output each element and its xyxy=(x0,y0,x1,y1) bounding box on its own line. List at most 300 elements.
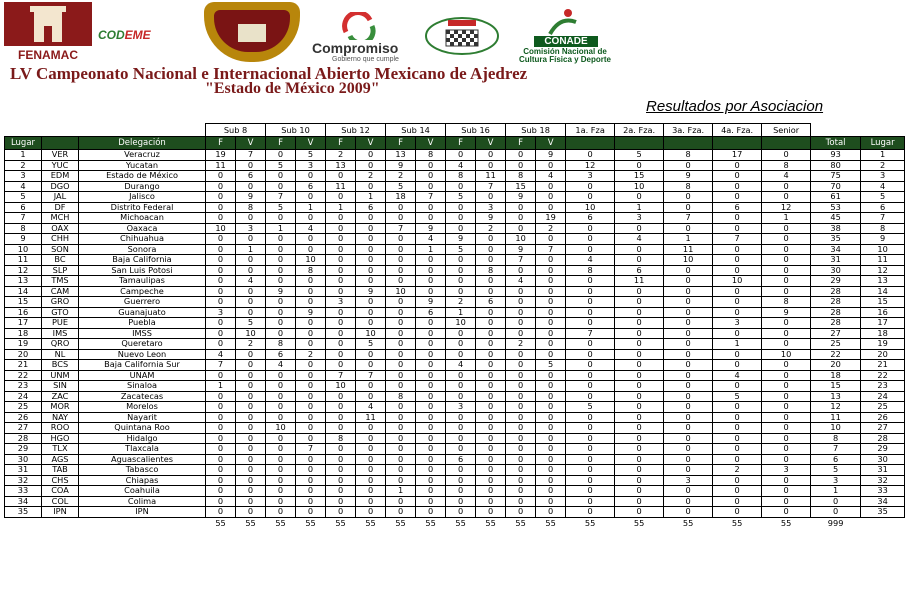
table-cell: 0 xyxy=(296,318,326,329)
table-cell: 0 xyxy=(356,465,386,476)
table-cell: 0 xyxy=(446,370,476,381)
table-cell: 0 xyxy=(266,391,296,402)
table-cell: 0 xyxy=(206,507,236,518)
delegation-name-cell: Aguascalientes xyxy=(79,454,206,465)
table-cell: 0 xyxy=(386,444,416,455)
table-cell: 0 xyxy=(615,349,664,360)
table-cell: 0 xyxy=(664,297,713,308)
table-cell: 0 xyxy=(762,181,811,192)
table-cell: 75 xyxy=(811,171,861,182)
table-cell: 0 xyxy=(326,465,356,476)
table-cell: 0 xyxy=(416,412,446,423)
group-header-cell: Sub 16 xyxy=(446,124,506,137)
table-cell: 34 xyxy=(861,496,905,507)
table-cell: 6 xyxy=(296,181,326,192)
table-cell: 9 xyxy=(5,234,42,245)
table-cell: 0 xyxy=(506,381,536,392)
table-cell: 4 xyxy=(566,255,615,266)
table-cell: 3 xyxy=(615,213,664,224)
table-cell: 0 xyxy=(506,496,536,507)
table-cell: 0 xyxy=(476,192,506,203)
table-cell: 0 xyxy=(566,181,615,192)
total-cell: 55 xyxy=(455,517,466,528)
delegation-name-cell: Nayarit xyxy=(79,412,206,423)
table-cell: 0 xyxy=(566,318,615,329)
delegation-name-cell: Tamaulipas xyxy=(79,276,206,287)
table-cell: 8 xyxy=(664,150,713,161)
table-cell: 2 xyxy=(236,339,266,350)
group-header-cell: 4a. Fza. xyxy=(713,124,762,137)
table-cell: 0 xyxy=(536,370,566,381)
table-cell: 9 xyxy=(762,307,811,318)
table-cell: 0 xyxy=(506,213,536,224)
table-cell: MCH xyxy=(42,213,79,224)
table-cell: CAM xyxy=(42,286,79,297)
codeme-part-b: EME xyxy=(124,28,151,42)
table-cell: 0 xyxy=(236,307,266,318)
delegation-name-cell: Coahuila xyxy=(79,486,206,497)
table-cell: 0 xyxy=(664,307,713,318)
column-header-cell xyxy=(42,137,79,150)
table-cell: 0 xyxy=(386,339,416,350)
table-cell: 0 xyxy=(536,318,566,329)
table-cell: 0 xyxy=(566,339,615,350)
table-cell: 0 xyxy=(664,486,713,497)
table-cell: 0 xyxy=(416,402,446,413)
table-row xyxy=(5,370,905,381)
table-cell: 0 xyxy=(386,412,416,423)
table-row xyxy=(5,318,905,329)
group-header-cell: Sub 18 xyxy=(506,124,566,137)
table-cell: 0 xyxy=(356,255,386,266)
table-cell: 10 xyxy=(713,276,762,287)
table-cell: 0 xyxy=(713,349,762,360)
table-cell: 0 xyxy=(266,381,296,392)
table-cell: 0 xyxy=(236,423,266,434)
table-cell: 0 xyxy=(762,402,811,413)
table-cell: 0 xyxy=(446,465,476,476)
table-cell: 0 xyxy=(356,234,386,245)
table-cell: 0 xyxy=(326,234,356,245)
table-cell: 29 xyxy=(811,276,861,287)
column-header-cell xyxy=(566,137,615,150)
table-cell: NL xyxy=(42,349,79,360)
table-cell: 0 xyxy=(206,202,236,213)
table-cell: 35 xyxy=(861,507,905,518)
table-row xyxy=(5,202,905,213)
table-cell: 0 xyxy=(356,360,386,371)
table-cell: 7 xyxy=(5,213,42,224)
table-cell: 8 xyxy=(476,265,506,276)
table-cell: 6 xyxy=(476,297,506,308)
table-cell: 0 xyxy=(664,265,713,276)
table-cell: 0 xyxy=(356,496,386,507)
table-cell: QRO xyxy=(42,339,79,350)
table-cell: 0 xyxy=(206,328,236,339)
table-cell: 0 xyxy=(506,402,536,413)
table-cell: 0 xyxy=(236,160,266,171)
table-row xyxy=(5,328,905,339)
table-cell: 0 xyxy=(762,318,811,329)
table-cell: 0 xyxy=(713,402,762,413)
table-cell: 0 xyxy=(536,402,566,413)
table-row xyxy=(5,433,905,444)
table-cell: 0 xyxy=(296,360,326,371)
table-cell: 0 xyxy=(206,475,236,486)
table-row xyxy=(5,339,905,350)
table-cell: 0 xyxy=(476,328,506,339)
table-cell: 0 xyxy=(664,192,713,203)
table-cell: 0 xyxy=(536,465,566,476)
table-cell: 0 xyxy=(664,454,713,465)
table-cell: 0 xyxy=(356,318,386,329)
table-cell: 0 xyxy=(713,433,762,444)
column-header-cell: V xyxy=(476,137,506,150)
table-cell: 0 xyxy=(506,391,536,402)
table-cell: ZAC xyxy=(42,391,79,402)
table-cell: 0 xyxy=(386,276,416,287)
table-cell: 0 xyxy=(296,192,326,203)
table-cell: 8 xyxy=(266,339,296,350)
table-cell: 5 xyxy=(266,202,296,213)
delegation-name-cell: Chihuahua xyxy=(79,234,206,245)
table-cell: 0 xyxy=(416,475,446,486)
table-cell: 0 xyxy=(476,444,506,455)
table-cell: 0 xyxy=(296,454,326,465)
table-cell: 30 xyxy=(861,454,905,465)
table-row xyxy=(5,360,905,371)
table-cell: 9 xyxy=(861,234,905,245)
table-row xyxy=(5,276,905,287)
table-cell: 0 xyxy=(664,444,713,455)
table-cell: 25 xyxy=(861,402,905,413)
table-cell: 7 xyxy=(506,255,536,266)
table-cell: 0 xyxy=(356,475,386,486)
table-cell: 80 xyxy=(811,160,861,171)
table-cell: 8 xyxy=(811,433,861,444)
table-cell: 6 xyxy=(811,454,861,465)
table-cell: 0 xyxy=(296,381,326,392)
table-cell: 14 xyxy=(861,286,905,297)
total-cell: 55 xyxy=(545,517,556,528)
table-cell: 7 xyxy=(326,370,356,381)
table-cell: 0 xyxy=(356,213,386,224)
table-cell: 0 xyxy=(356,349,386,360)
table-cell: 24 xyxy=(5,391,42,402)
table-cell: 0 xyxy=(762,265,811,276)
table-cell: 0 xyxy=(536,433,566,444)
table-cell: 0 xyxy=(326,402,356,413)
table-cell: 0 xyxy=(615,412,664,423)
table-cell: 3 xyxy=(5,171,42,182)
table-cell: 9 xyxy=(386,160,416,171)
table-cell: 0 xyxy=(476,433,506,444)
table-cell: 1 xyxy=(206,381,236,392)
table-cell: 0 xyxy=(416,391,446,402)
table-cell: 0 xyxy=(476,276,506,287)
table-cell: 0 xyxy=(566,307,615,318)
table-cell: 0 xyxy=(446,339,476,350)
table-cell: 10 xyxy=(615,181,664,192)
table-cell: 3 xyxy=(861,171,905,182)
table-cell: 0 xyxy=(236,255,266,266)
table-cell: 11 xyxy=(861,255,905,266)
table-cell: 0 xyxy=(296,402,326,413)
table-cell: 34 xyxy=(5,496,42,507)
table-cell: 0 xyxy=(296,496,326,507)
table-cell: 0 xyxy=(762,223,811,234)
table-cell: 0 xyxy=(206,192,236,203)
table-cell: 10 xyxy=(506,234,536,245)
total-cell: 55 xyxy=(584,517,596,528)
table-cell: 20 xyxy=(811,360,861,371)
table-cell: 0 xyxy=(664,402,713,413)
table-cell: 0 xyxy=(506,328,536,339)
table-cell: 0 xyxy=(386,454,416,465)
total-cell: 55 xyxy=(395,517,406,528)
table-cell: 0 xyxy=(476,150,506,161)
table-cell: 0 xyxy=(206,412,236,423)
table-cell: 0 xyxy=(664,423,713,434)
table-cell: 93 xyxy=(811,150,861,161)
column-header-cell xyxy=(615,137,664,150)
table-cell: 0 xyxy=(446,496,476,507)
table-cell: 5 xyxy=(536,360,566,371)
table-cell: 45 xyxy=(811,213,861,224)
table-cell: 0 xyxy=(356,223,386,234)
table-cell: 0 xyxy=(326,265,356,276)
table-cell: 0 xyxy=(446,255,476,266)
table-row xyxy=(5,496,905,507)
table-cell: 2 xyxy=(326,150,356,161)
table-cell: 23 xyxy=(5,381,42,392)
table-cell: 0 xyxy=(236,181,266,192)
table-cell: 11 xyxy=(206,160,236,171)
table-cell: 0 xyxy=(386,465,416,476)
table-cell: 12 xyxy=(5,265,42,276)
table-cell: 0 xyxy=(506,223,536,234)
table-cell: YUC xyxy=(42,160,79,171)
table-cell: 13 xyxy=(5,276,42,287)
table-cell: 0 xyxy=(664,286,713,297)
table-cell: 0 xyxy=(713,297,762,308)
table-cell: 0 xyxy=(236,444,266,455)
delegation-name-cell: Nuevo Leon xyxy=(79,349,206,360)
table-cell: 0 xyxy=(762,286,811,297)
table-cell: 32 xyxy=(861,475,905,486)
delegation-name-cell: Puebla xyxy=(79,318,206,329)
column-header-cell: F xyxy=(326,137,356,150)
table-cell: 3 xyxy=(762,465,811,476)
table-cell: 6 xyxy=(446,454,476,465)
table-cell: 0 xyxy=(664,276,713,287)
table-cell: 0 xyxy=(506,486,536,497)
table-cell: 0 xyxy=(446,181,476,192)
table-cell: 0 xyxy=(206,370,236,381)
table-cell: MOR xyxy=(42,402,79,413)
table-cell: 0 xyxy=(416,433,446,444)
table-cell: 0 xyxy=(326,286,356,297)
table-cell: IPN xyxy=(42,507,79,518)
table-cell: TAB xyxy=(42,465,79,476)
table-cell: 0 xyxy=(536,391,566,402)
table-cell: 0 xyxy=(236,381,266,392)
table-cell: 0 xyxy=(326,391,356,402)
table-cell: 0 xyxy=(506,454,536,465)
table-cell: 0 xyxy=(566,433,615,444)
table-cell: 0 xyxy=(762,423,811,434)
total-cell: 55 xyxy=(365,517,376,528)
table-cell: 18 xyxy=(386,192,416,203)
table-cell: 0 xyxy=(664,328,713,339)
table-cell: 8 xyxy=(506,171,536,182)
table-cell: 0 xyxy=(446,286,476,297)
table-cell: 0 xyxy=(762,454,811,465)
table-cell: 0 xyxy=(536,297,566,308)
table-cell: 0 xyxy=(386,265,416,276)
total-cell: 55 xyxy=(682,517,694,528)
conade-label: CONADE xyxy=(534,36,598,47)
table-cell: 2 xyxy=(476,223,506,234)
total-cell: 55 xyxy=(335,517,346,528)
table-cell: 0 xyxy=(236,496,266,507)
table-cell: 0 xyxy=(615,496,664,507)
table-cell: 0 xyxy=(615,486,664,497)
table-cell: 0 xyxy=(416,444,446,455)
table-cell: 0 xyxy=(762,360,811,371)
table-cell: JAL xyxy=(42,192,79,203)
table-row xyxy=(5,402,905,413)
table-cell: 0 xyxy=(446,349,476,360)
table-cell: 7 xyxy=(566,328,615,339)
table-cell: 0 xyxy=(762,433,811,444)
table-cell: DF xyxy=(42,202,79,213)
table-cell: 10 xyxy=(566,202,615,213)
table-cell: 2 xyxy=(386,171,416,182)
table-cell: 0 xyxy=(713,160,762,171)
table-cell: 4 xyxy=(356,402,386,413)
table-cell: 20 xyxy=(861,349,905,360)
delegation-name-cell: Queretaro xyxy=(79,339,206,350)
table-cell: 0 xyxy=(566,496,615,507)
table-cell: 2 xyxy=(5,160,42,171)
table-row xyxy=(5,307,905,318)
conade-figure-icon xyxy=(546,8,580,36)
table-cell: 3 xyxy=(296,160,326,171)
table-cell: 11 xyxy=(5,255,42,266)
table-cell: 33 xyxy=(5,486,42,497)
table-cell: 15 xyxy=(811,381,861,392)
table-cell: 9 xyxy=(296,307,326,318)
table-cell: 7 xyxy=(266,192,296,203)
table-row xyxy=(5,265,905,276)
table-cell: 4 xyxy=(713,370,762,381)
table-cell: SLP xyxy=(42,265,79,276)
table-cell: 13 xyxy=(811,391,861,402)
chess-board-icon xyxy=(424,16,500,56)
table-cell: 0 xyxy=(615,286,664,297)
table-cell: 0 xyxy=(416,360,446,371)
table-cell: 0 xyxy=(206,423,236,434)
table-cell: GTO xyxy=(42,307,79,318)
table-cell: 0 xyxy=(762,339,811,350)
table-cell: 3 xyxy=(811,475,861,486)
table-cell: 29 xyxy=(5,444,42,455)
table-cell: 0 xyxy=(326,412,356,423)
table-cell: 0 xyxy=(236,360,266,371)
table-cell: COA xyxy=(42,486,79,497)
fenamac-label: FENAMAC xyxy=(18,48,78,62)
table-cell: 0 xyxy=(386,297,416,308)
delegation-name-cell: San Luis Potosi xyxy=(79,265,206,276)
table-cell: 0 xyxy=(236,507,266,518)
table-cell: 15 xyxy=(506,181,536,192)
table-cell: 6 xyxy=(416,307,446,318)
table-cell: 0 xyxy=(446,486,476,497)
table-cell: 0 xyxy=(296,297,326,308)
table-cell: 1 xyxy=(416,244,446,255)
total-cell: 55 xyxy=(425,517,436,528)
table-cell: 0 xyxy=(476,381,506,392)
total-cell: 55 xyxy=(515,517,526,528)
table-cell: 10 xyxy=(326,381,356,392)
table-cell: 0 xyxy=(664,318,713,329)
table-cell: 0 xyxy=(266,475,296,486)
table-row xyxy=(5,507,905,518)
table-cell: 0 xyxy=(296,475,326,486)
table-cell: 0 xyxy=(326,192,356,203)
table-cell: 0 xyxy=(713,444,762,455)
table-cell: 0 xyxy=(536,475,566,486)
codeme-logo xyxy=(98,28,151,42)
table-cell: 1 xyxy=(861,150,905,161)
table-cell: 0 xyxy=(664,391,713,402)
table-cell: 32 xyxy=(5,475,42,486)
table-cell: 8 xyxy=(664,181,713,192)
group-header-cell: Sub 12 xyxy=(326,124,386,137)
table-cell: 0 xyxy=(386,318,416,329)
table-cell: 1 xyxy=(811,486,861,497)
table-cell: 0 xyxy=(236,465,266,476)
table-cell: 0 xyxy=(386,349,416,360)
table-cell: 0 xyxy=(506,318,536,329)
table-cell: 0 xyxy=(446,412,476,423)
group-header-blank xyxy=(811,124,905,137)
table-cell: 0 xyxy=(416,486,446,497)
table-cell: 0 xyxy=(206,444,236,455)
table-cell: TMS xyxy=(42,276,79,287)
delegation-name-cell: IMSS xyxy=(79,328,206,339)
table-cell: 0 xyxy=(206,213,236,224)
table-cell: 0 xyxy=(416,349,446,360)
table-cell: 10 xyxy=(811,423,861,434)
table-cell: 18 xyxy=(5,328,42,339)
table-cell: 19 xyxy=(5,339,42,350)
table-cell: 2 xyxy=(296,349,326,360)
table-cell: 0 xyxy=(615,465,664,476)
table-cell: 0 xyxy=(206,454,236,465)
table-cell: 0 xyxy=(206,276,236,287)
table-cell: 5 xyxy=(296,150,326,161)
table-cell: 18 xyxy=(861,328,905,339)
table-cell: 0 xyxy=(713,412,762,423)
table-cell: 0 xyxy=(476,423,506,434)
table-cell: 8 xyxy=(762,160,811,171)
table-cell: 0 xyxy=(476,496,506,507)
table-cell: 70 xyxy=(811,181,861,192)
column-header-cell xyxy=(762,137,811,150)
table-cell: 0 xyxy=(206,181,236,192)
